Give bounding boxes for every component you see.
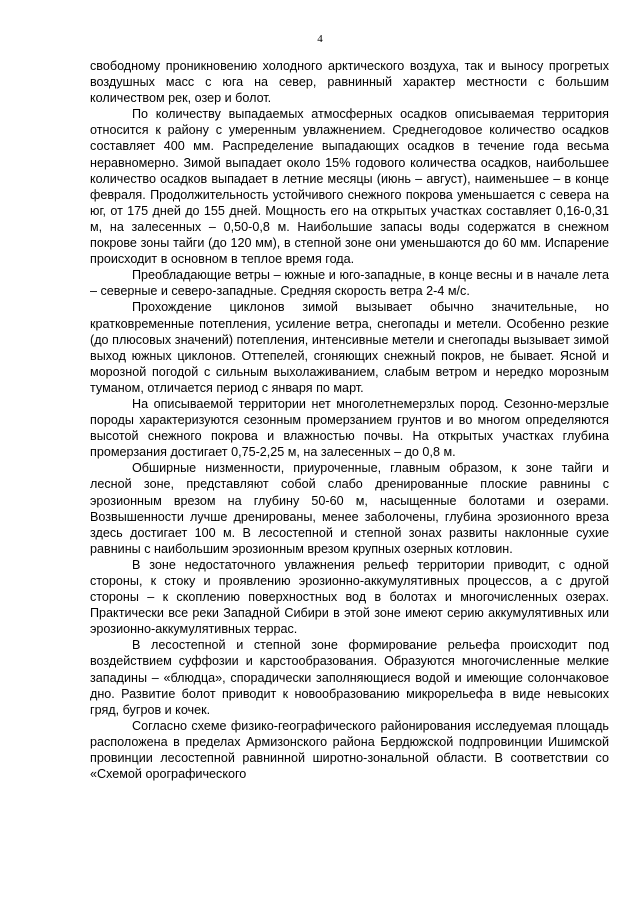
paragraph: На описываемой территории нет многолетнемерзлых пород. Сезонно-мерзлые породы характеризуются сезонным промерзанием грунтов и во многом определяются высотой снежного покрова и влажностью почвы. На открытых участках глубина промерзания достигает 0,75-2,25 м, на залесенных – до 0,8 м.	[90, 396, 609, 460]
document-body	[90, 58, 609, 782]
paragraph: В лесостепной и степной зоне формирование рельефа происходит под воздействием суффозии и карстообразования. Образуются многочисленные мелкие западины – «блюдца», спорадически заполняющиеся водой и имеющие солончаковое дно. Развитие болот приводит к новообразованию микрорельефа в виде невысоких гряд, бугров и кочек.	[90, 638, 609, 717]
paragraph: По количеству выпадаемых атмосферных осадков описываемая территория относится к району с умеренным увлажнением. Среднегодовое количество осадков составляет 400 мм. Распределение выпадающих осадков в течение года весьма неравномерно. Зимой выпадает около 15% годового количества осадков, наибольшее количество осадков выпадает в летние месяцы (июнь – август), наименьшее – в конце февраля. Продолжительность устойчивого снежного покрова уменьшается с севера на юг, от 175 дней до 155 дней. Мощность его на открытых участках составляет 0,16-0,31 м, на залесенных – 0,50-0,8 м. Наибольшие запасы воды содержатся в снежном покрове зоны тайги (до 120 мм), в степной зоне они уменьшаются до 60 мм. Испарение происходит в основном в теплое время года.	[90, 107, 609, 267]
paragraph: свободному проникновению холодного арктического воздуха, так и выносу прогретых воздушных масс с юга на север, равнинный характер местности с большим количеством рек, озер и болот.	[90, 59, 609, 106]
paragraph: В зоне недостаточного увлажнения рельеф территории приводит, с одной стороны, к стоку и проявлению эрозионно-аккумулятивных процессов, а с другой стороны – к скоплению поверхностных вод в болотах и многочисленных озерах. Практически все реки Западной Сибири в этой зоне имеют серию аккумулятивных или эрозионно-аккумулятивных террас.	[90, 557, 609, 637]
paragraph: Прохождение циклонов зимой вызывает обычно значительные, но кратковременные потепления, усиление ветра, снегопады и метели. Особенно резкие (до плюсовых значений) потепления, интенсивные метели и снегопады вызывает зимой выход южных циклонов. Оттепелей, сгоняющих снежный покров, не бывает. Ясной и морозной погодой с сильным выхолаживанием, слабым ветром и нередко морозным туманом, отличается период с января по март.	[90, 300, 609, 395]
page-number: 4	[317, 33, 323, 45]
paragraph: Преобладающие ветры – южные и юго-западные, в конце весны и в начале лета – северные и северо-западные. Средняя скорость ветра 2-4 м/с.	[90, 268, 609, 299]
paragraph: Согласно схеме физико-географического районирования исследуемая площадь расположена в пределах Армизонского района Бердюжской подпровинции Ишимской провинции лесостепной равнинной широтно-зональной области. В соответствии со «Схемой орографического	[90, 718, 609, 782]
paragraph: Обширные низменности, приуроченные, главным образом, к зоне тайги и лесной зоне, представляют собой слабо дренированные плоские равнины с эрозионным врезом на глубину 50-60 м, насыщенные болотами и озерами. Возвышенности лучше дренированы, менее заболочены, глубина эрозионного вреза здесь достигает 100 м. В лесостепной и степной зонах развиты наклонные сухие равнины с наибольшим эрозионным врезом крупных озерных котловин.	[90, 461, 609, 556]
